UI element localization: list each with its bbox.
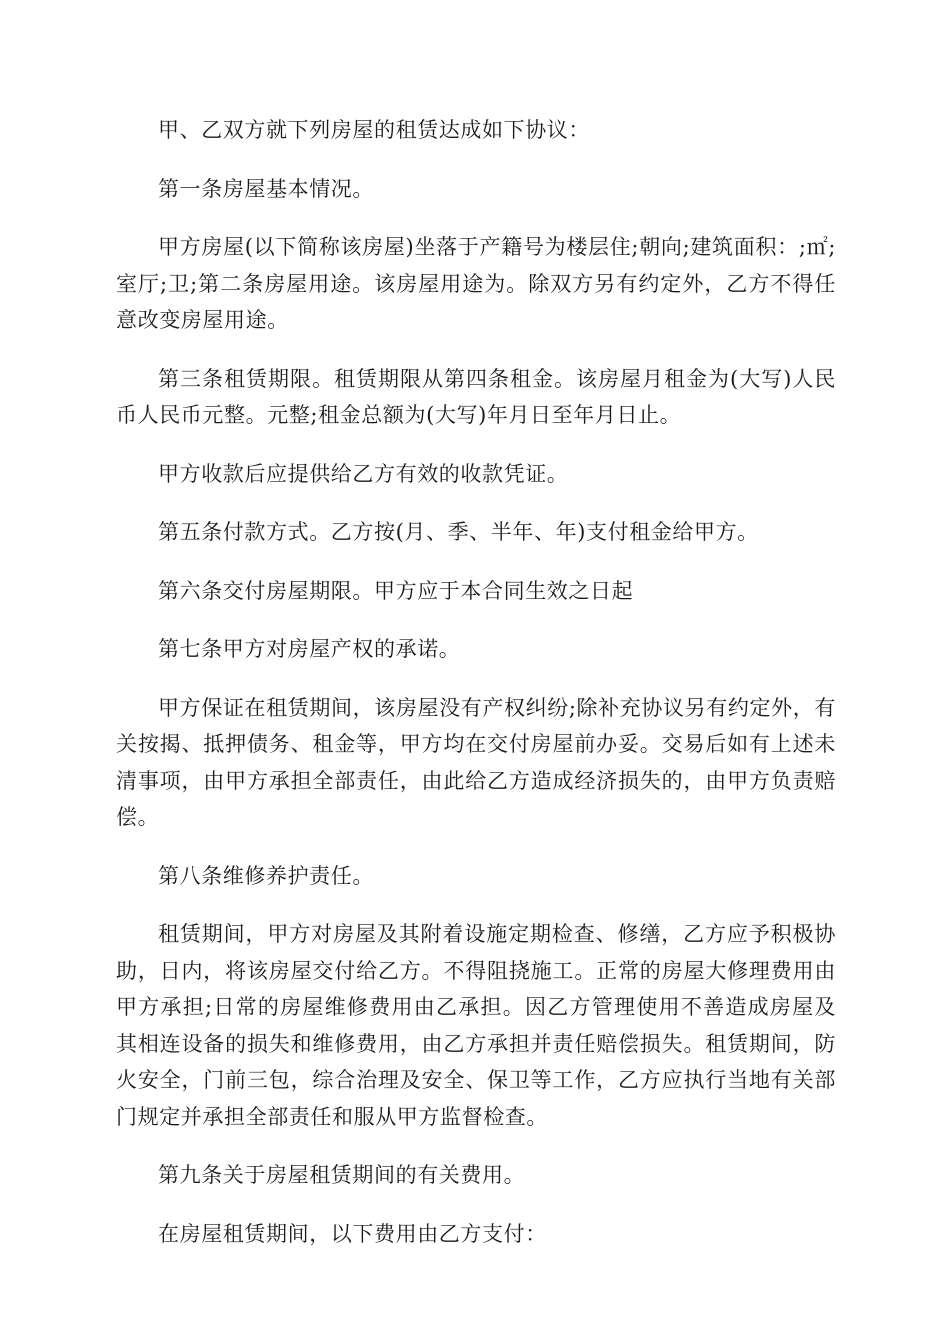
article-9-body: 在房屋租赁期间，以下费用由乙方支付： [158, 1221, 547, 1246]
article-6-body: 第六条交付房屋期限。甲方应于本合同生效之日起 [158, 578, 634, 603]
article-1-heading: 第一条房屋基本情况。 [158, 176, 374, 201]
article-3-body: 第三条租赁期限。租赁期限从第四条租金。该房屋月租金为(大写)人民币人民币元整。元整;租金总额为(大写)年月日至年月日止。 [116, 366, 836, 427]
article-8-heading: 第八条维修养护责任。 [158, 863, 374, 888]
paragraph-intro: 甲、乙双方就下列房屋的租赁达成如下协议： [158, 118, 590, 142]
article-9-heading: 第九条关于房屋租赁期间的有关费用。 [158, 1163, 526, 1187]
document-body [116, 112, 836, 1274]
article-5-body: 第五条付款方式。乙方按(月、季、半年、年)支付租金给甲方。 [158, 520, 759, 544]
article-7-body: 甲方保证在租赁期间，该房屋没有产权纠纷;除补充协议另有约定外，有关按揭、抵押债务、租金等，甲方均在交付房屋前办妥。交易后如有上述未清事项，由甲方承担全部责任，由此给乙方造成经济损失的，由甲方负责赔偿。 [116, 695, 836, 829]
article-8-body: 租赁期间，甲方对房屋及其附着设施定期检查、修缮，乙方应予积极协助，日内，将该房屋交付给乙方。不得阻挠施工。正常的房屋大修理费用由甲方承担;日常的房屋维修费用由乙承担。因乙方管理使用不善造成房屋及其相连设备的损失和维修费用，由乙方承担并责任赔偿损失。租赁期间，防火安全，门前三包，综合治理及安全、保卫等工作，乙方应执行当地有关部门规定并承担全部责任和服从甲方监督检查。 [116, 922, 836, 1129]
article-7-heading: 第七条甲方对房屋产权的承诺。 [158, 637, 461, 661]
receipt-clause: 甲方收款后应提供给乙方有效的收款凭证。 [158, 461, 569, 486]
article-1-body: 甲方房屋(以下简称该房屋)坐落于产籍号为楼层住;朝向;建筑面积：;㎡;室厅;卫;第二条房屋用途。该房屋用途为。除双方另有约定外，乙方不得任意改变房屋用途。 [116, 235, 836, 332]
